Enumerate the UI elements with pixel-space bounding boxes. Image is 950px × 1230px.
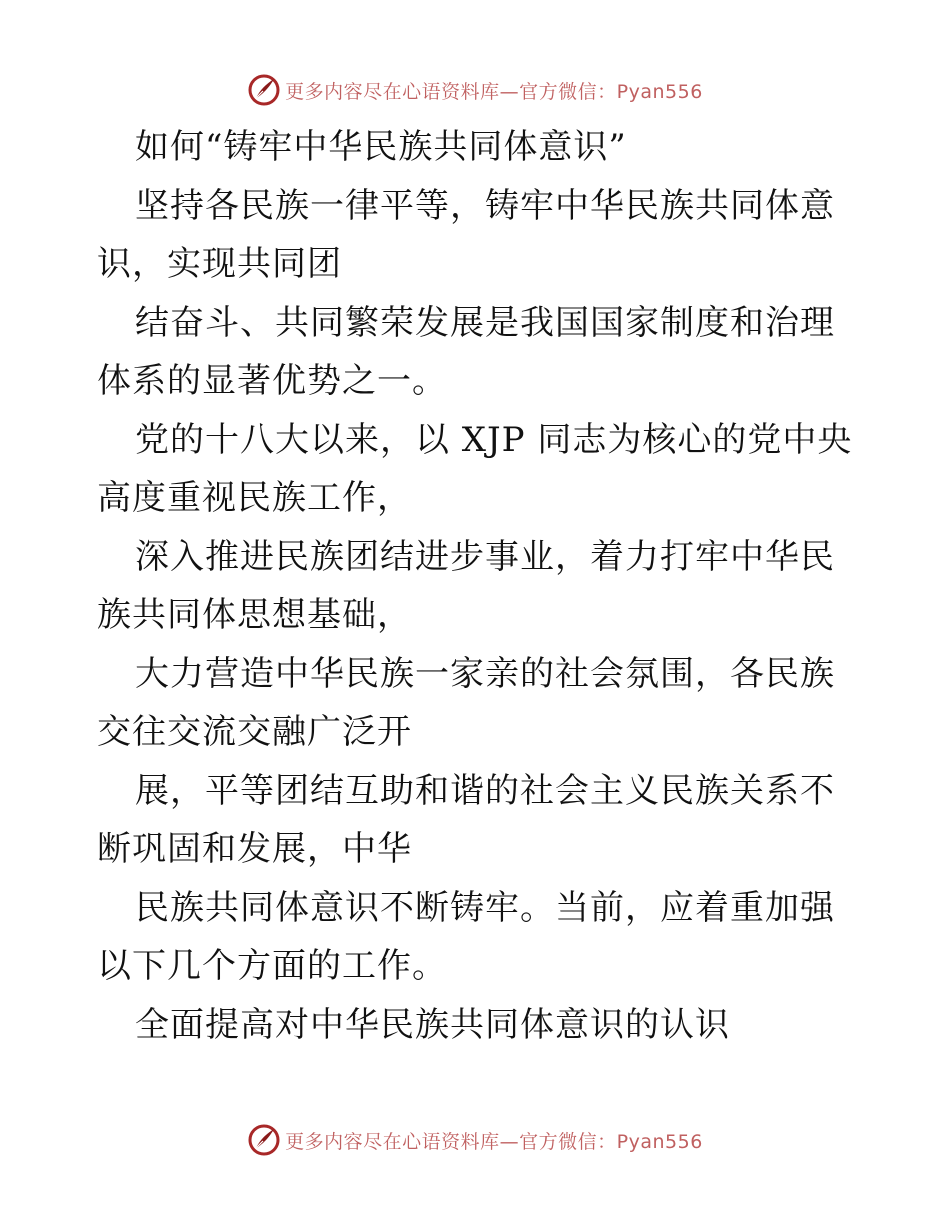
paragraph: 展，平等团结互助和谐的社会主义民族关系不断巩固和发展，中华 <box>97 770 835 869</box>
footer-banner <box>0 1120 950 1160</box>
header-banner-text: 更多内容尽在心语资料库—官方微信：Pyan556 <box>285 80 703 103</box>
paragraph: 党的十八大以来，以 XJP 同志为核心的党中央高度重视民族工作， <box>97 419 853 518</box>
document-title: 如何“铸牢中华民族共同体意识” <box>135 127 627 167</box>
feather-pen-circle-icon <box>247 1123 281 1157</box>
footer-banner-text: 更多内容尽在心语资料库—官方微信：Pyan556 <box>285 1130 703 1153</box>
paragraph: 结奋斗、共同繁荣发展是我国国家制度和治理体系的显著优势之一。 <box>97 302 835 401</box>
document-body <box>97 118 857 1054</box>
header-banner <box>0 70 950 110</box>
paragraph: 民族共同体意识不断铸牢。当前，应着重加强以下几个方面的工作。 <box>97 887 835 986</box>
paragraph: 坚持各民族一律平等，铸牢中华民族共同体意识，实现共同团 <box>97 185 835 284</box>
feather-pen-circle-icon <box>247 73 281 107</box>
paragraph: 大力营造中华民族一家亲的社会氛围，各民族交往交流交融广泛开 <box>97 653 835 752</box>
section-heading: 全面提高对中华民族共同体意识的认识 <box>135 1004 730 1045</box>
paragraph: 深入推进民族团结进步事业，着力打牢中华民族共同体思想基础， <box>97 536 835 635</box>
